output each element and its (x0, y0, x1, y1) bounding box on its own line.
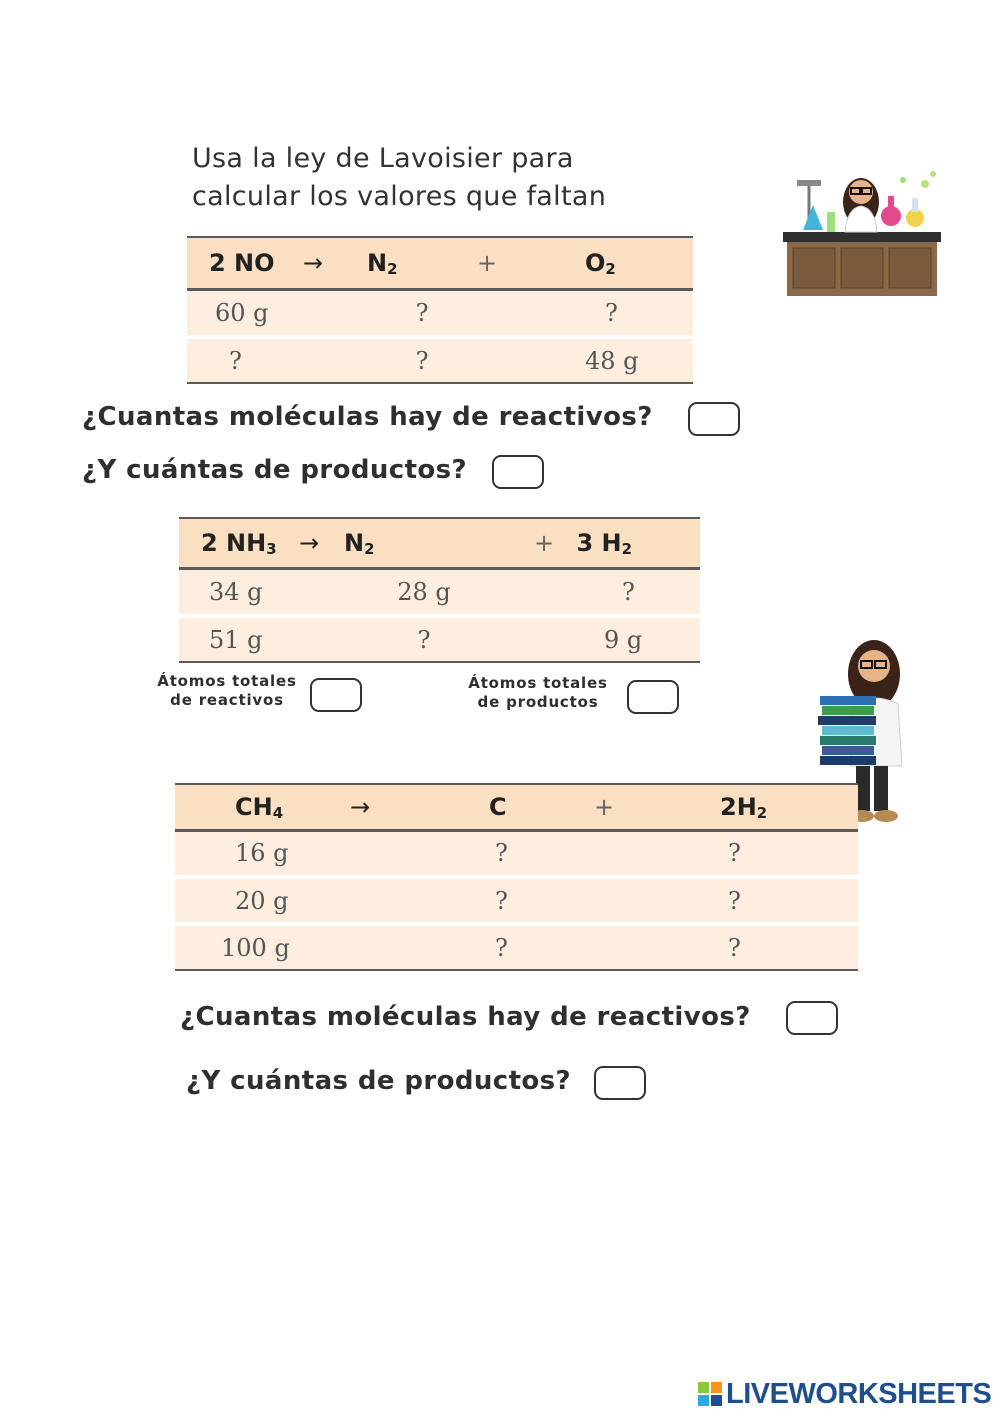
table-cell: ? (187, 337, 367, 383)
question-product-molecules-1: ¿Y cuántas de productos? (82, 455, 468, 485)
table-row (187, 337, 693, 383)
table-cell: ? (367, 289, 477, 337)
plus-icon: + (560, 784, 650, 830)
table-cell: ? (650, 830, 858, 877)
liveworksheets-logo (698, 1378, 991, 1410)
table-cell: 16 g (175, 830, 350, 877)
table-cell: 28 g (344, 568, 504, 616)
reaction-table-1 (187, 236, 693, 384)
table-header (175, 784, 858, 830)
product-1-header: $N_2$ (344, 518, 504, 568)
answer-box-reactant-molecules-1[interactable] (688, 402, 740, 436)
arrow-icon: → (302, 248, 324, 277)
instructions-line-1: Usa la ley de Lavoisier para (192, 143, 574, 174)
question-reactant-molecules-2: ¿Cuantas moléculas hay de reactivos? (180, 1002, 751, 1032)
table-cell: ? (650, 924, 858, 970)
liveworksheets-wordmark: LIVEWORKSHEETS (726, 1377, 992, 1410)
table-row (179, 616, 700, 662)
table-cell: ? (344, 616, 504, 662)
table-cell: 60 g (187, 289, 367, 337)
reaction-table-2 (179, 517, 700, 663)
reactant-header: 2 NO → (187, 237, 367, 289)
table-cell: ? (367, 337, 477, 383)
table-header (179, 518, 700, 568)
arrow-icon: → (298, 528, 320, 557)
product-1-header: C (445, 784, 560, 830)
table-cell: ? (445, 924, 560, 970)
table-cell: ? (547, 289, 693, 337)
reactant-header: $CH_4$ (175, 784, 350, 830)
plus-icon: + (534, 528, 555, 557)
arrow-icon: → (350, 784, 445, 830)
liveworksheets-icon (698, 1382, 722, 1406)
table-cell: 48 g (547, 337, 693, 383)
answer-box-product-molecules-2[interactable] (594, 1066, 646, 1100)
product-2-header: + 3 $H_2$ (504, 518, 700, 568)
teacher-lab-illustration (783, 160, 941, 298)
table-row (179, 568, 700, 616)
atoms-reactants-label: Átomos totales de reactivos (157, 672, 297, 709)
table-cell: ? (650, 877, 858, 924)
answer-box-atoms-reactants[interactable] (310, 678, 362, 712)
product-2-header: $O_2$ (547, 237, 693, 289)
table-cell: 9 g (504, 616, 700, 662)
answer-box-atoms-products[interactable] (627, 680, 679, 714)
table-row (175, 924, 858, 970)
answer-box-product-molecules-1[interactable] (492, 455, 544, 489)
product-1-header: $N_2$ (367, 237, 477, 289)
atoms-products-label: Átomos totales de productos (468, 674, 608, 711)
question-product-molecules-2: ¿Y cuántas de productos? (186, 1066, 572, 1096)
table-cell: 100 g (175, 924, 350, 970)
table-cell: 20 g (175, 877, 350, 924)
instructions (192, 140, 712, 216)
question-reactant-molecules-1: ¿Cuantas moléculas hay de reactivos? (82, 402, 653, 432)
table-row (175, 877, 858, 924)
table-row (187, 289, 693, 337)
plus-icon: + (477, 237, 547, 289)
table-row (175, 830, 858, 877)
table-cell: 51 g (179, 616, 344, 662)
instructions-line-2: calcular los valores que faltan (192, 181, 607, 212)
product-2-header: $2H_2$ (650, 784, 858, 830)
table-cell: 34 g (179, 568, 344, 616)
reaction-table-3 (175, 783, 858, 971)
table-cell: ? (445, 877, 560, 924)
table-cell: ? (504, 568, 700, 616)
answer-box-reactant-molecules-2[interactable] (786, 1001, 838, 1035)
table-cell: ? (445, 830, 560, 877)
reactant-header: 2 $NH_3$ → (179, 518, 344, 568)
table-header (187, 237, 693, 289)
